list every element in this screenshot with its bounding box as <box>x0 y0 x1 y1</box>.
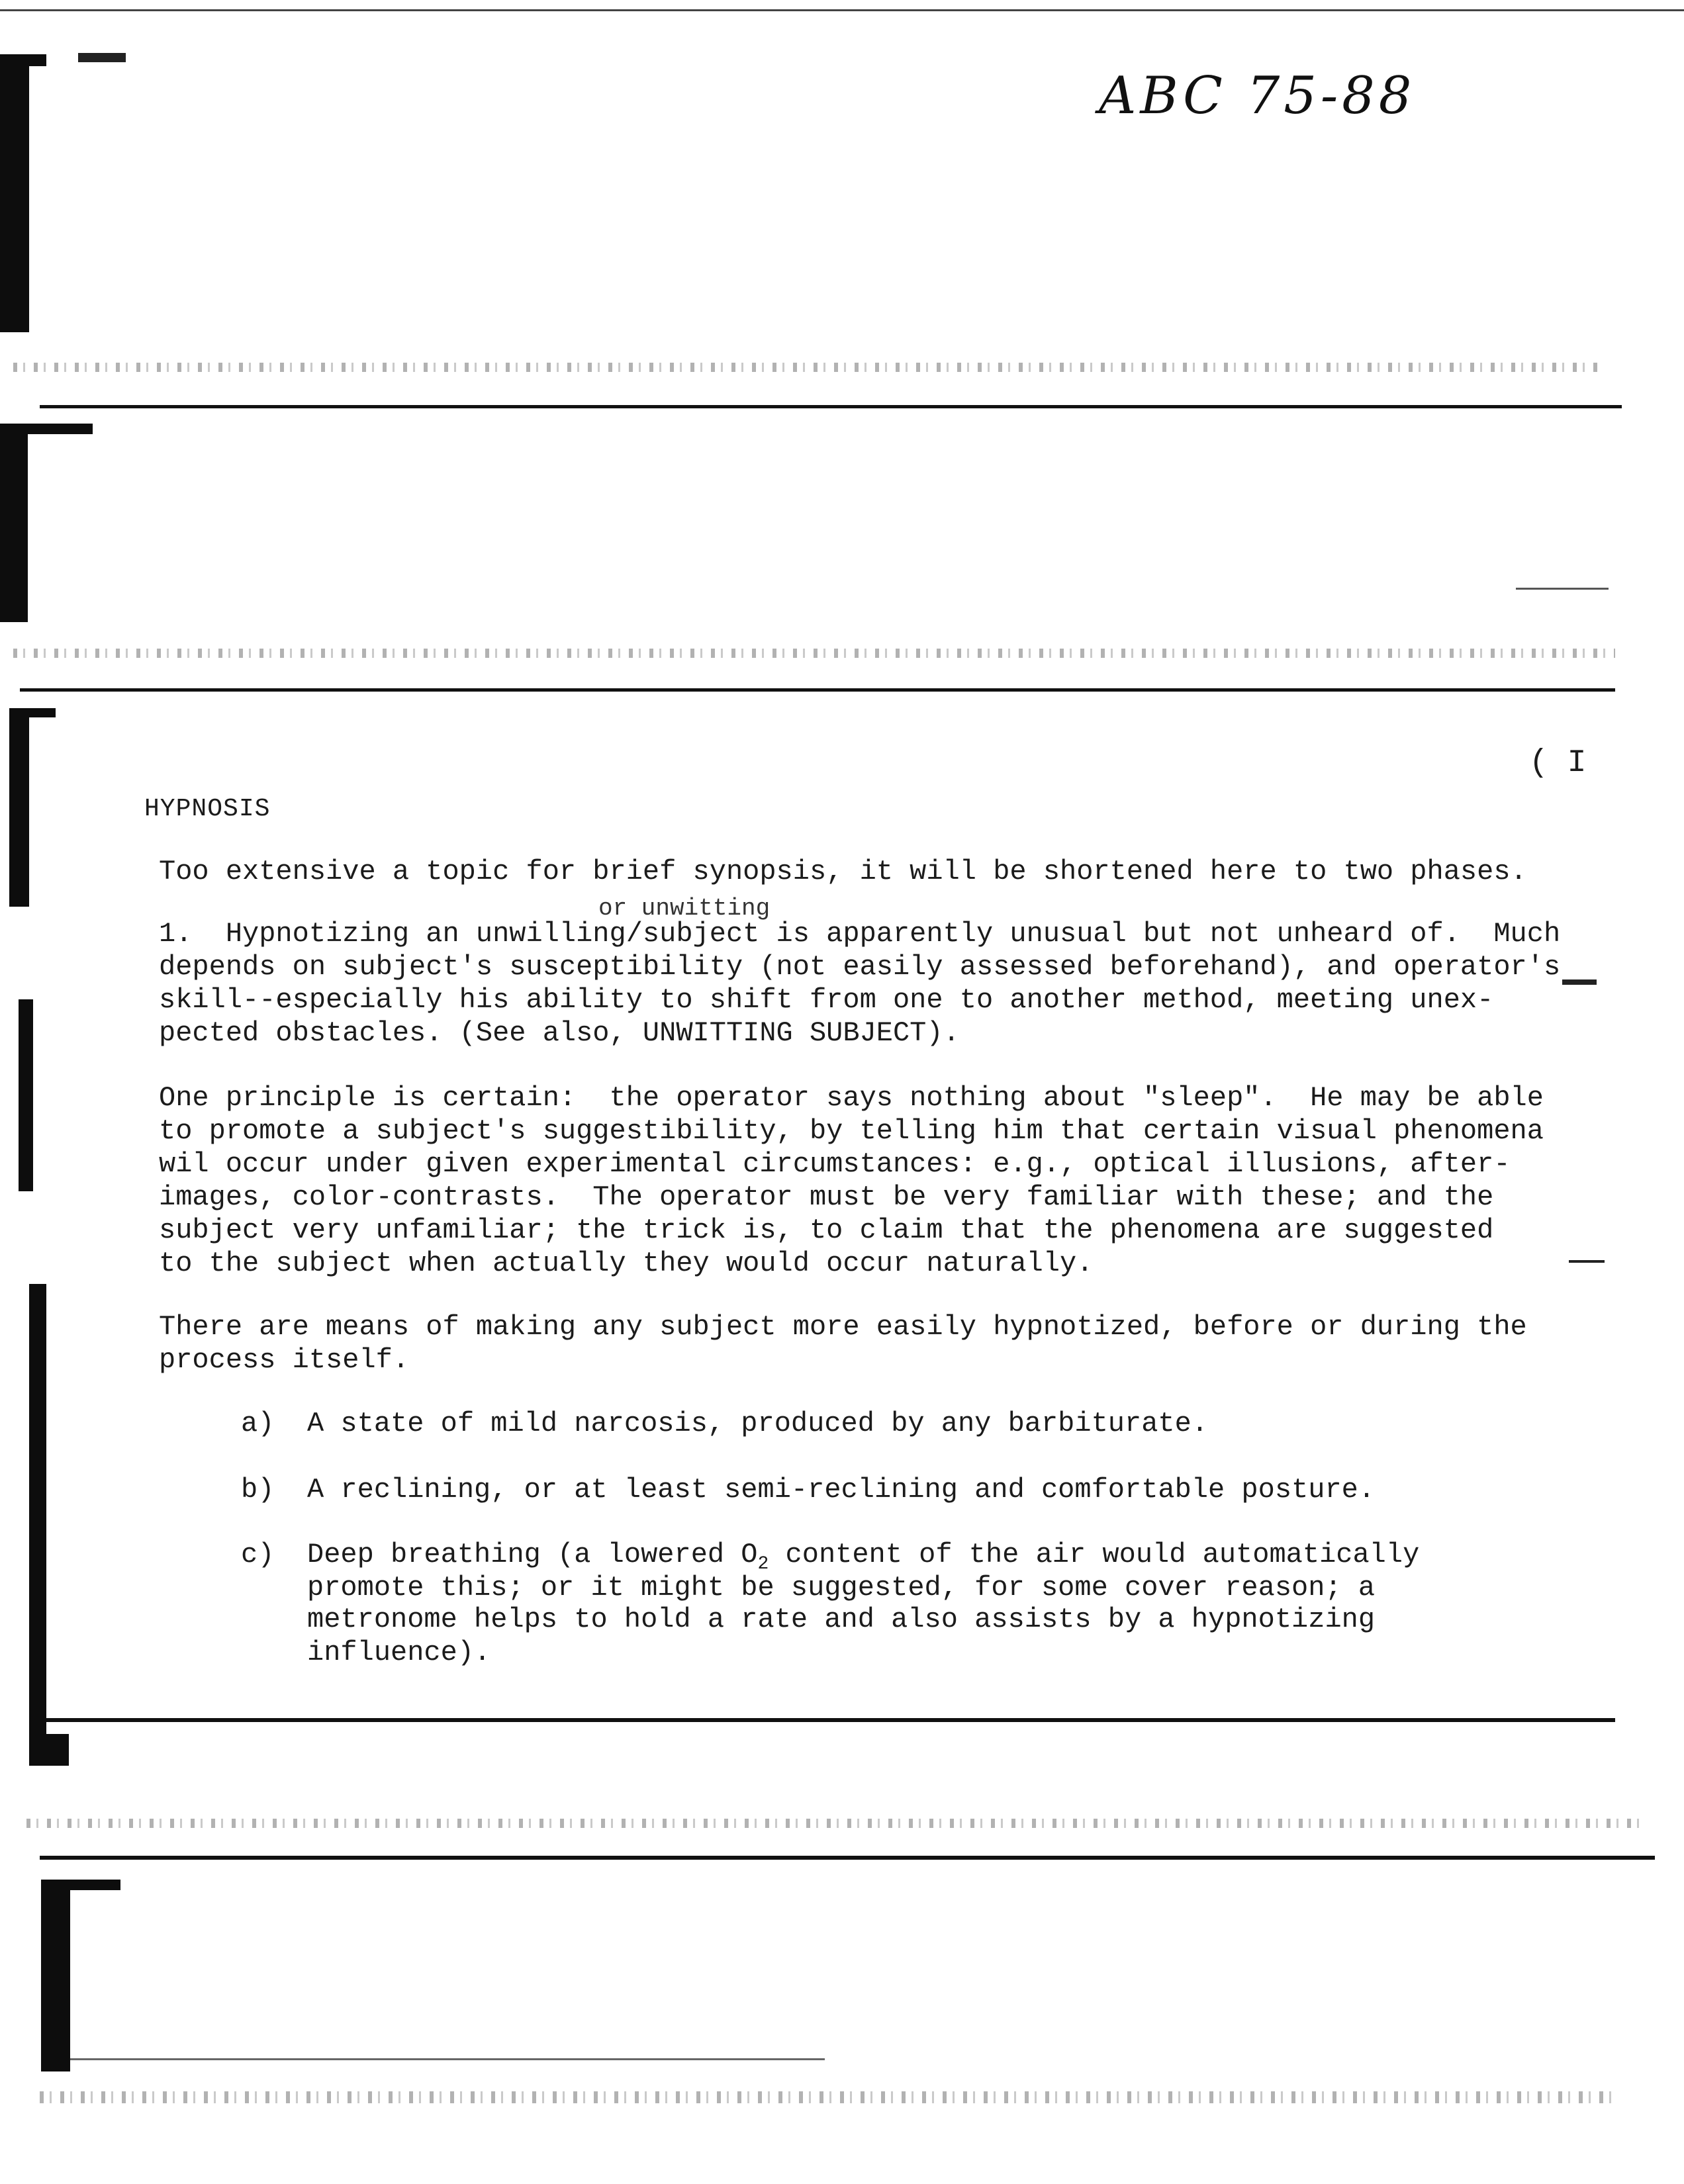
divider-line-4 <box>40 1856 1655 1860</box>
bracket-left-3 <box>9 708 29 907</box>
scan-noise-3 <box>26 1819 1642 1828</box>
bracket-left-6 <box>41 1880 70 2071</box>
margin-mark-1 <box>1562 979 1597 985</box>
divider-line-2 <box>20 688 1615 692</box>
means-line: process itself. <box>159 1344 410 1376</box>
bracket-left-4 <box>19 999 33 1191</box>
scan-noise-2 <box>13 649 1615 658</box>
mark-dash-1 <box>78 53 126 62</box>
margin-mark-2 <box>1569 1260 1605 1263</box>
bracket-tab-2 <box>0 424 93 434</box>
divider-line-1 <box>40 405 1622 408</box>
scan-noise-4 <box>40 2091 1615 2103</box>
oxygen-subscript: 2 <box>757 1554 769 1574</box>
bracket-tab-1 <box>0 54 46 66</box>
bracket-tab-6 <box>41 1880 120 1890</box>
margin-line-1 <box>1516 588 1609 590</box>
breathing-text-cont: content of the air would automatically <box>769 1539 1420 1570</box>
principle-line: to promote a subject's suggestibility, by telling him that certain visual phenomena <box>159 1115 1544 1147</box>
list-marker: b) <box>241 1474 275 1506</box>
breathing-text: Deep breathing (a lowered O <box>307 1539 758 1570</box>
point-1-line: skill--especially his ability to shift from one to another method, meeting unex- <box>159 984 1494 1016</box>
principle-line: images, color-contrasts. The operator must be very familiar with these; and the <box>159 1181 1494 1213</box>
bracket-foot-5 <box>29 1734 69 1766</box>
principle-line: One principle is certain: the operator says nothing about "sleep". He may be able <box>159 1082 1544 1114</box>
list-item-text: influence). <box>307 1637 491 1668</box>
list-item-text: A state of mild narcosis, produced by any barbiturate. <box>307 1408 1209 1439</box>
principle-line: subject very unfamiliar; the trick is, to claim that the phenomena are suggested <box>159 1214 1494 1246</box>
scan-noise-1 <box>13 363 1602 372</box>
bracket-tab-3 <box>9 708 56 717</box>
point-1-line: depends on subject's susceptibility (not easily assessed beforehand), and operator's <box>159 951 1561 983</box>
list-marker: a) <box>241 1408 275 1439</box>
list-item-text <box>307 1538 1420 1574</box>
bracket-left-5 <box>29 1284 46 1760</box>
divider-line-top <box>0 9 1684 11</box>
list-marker: c) <box>241 1539 275 1570</box>
intro-paragraph: Too extensive a topic for brief synopsis, it will be shortened here to two phases. <box>159 856 1527 887</box>
point-1-line: pected obstacles. (See also, UNWITTING SUBJECT). <box>159 1017 960 1049</box>
divider-line-5 <box>70 2058 825 2060</box>
bracket-left-1 <box>0 54 29 332</box>
page-title: HYPNOSIS <box>144 795 271 823</box>
divider-line-3 <box>46 1718 1615 1722</box>
list-item-text: A reclining, or at least semi-reclining and comfortable posture. <box>307 1474 1376 1506</box>
list-item-text: promote this; or it might be suggested, for some cover reason; a <box>307 1572 1376 1604</box>
principle-line: to the subject when actually they would occur naturally. <box>159 1248 1094 1279</box>
point-1-line: 1. Hypnotizing an unwilling/subject is apparently unusual but not unheard of. Much <box>159 918 1561 950</box>
page-marker: ( I <box>1529 745 1587 781</box>
principle-line: wil occur under given experimental circumstances: e.g., optical illusions, after- <box>159 1148 1511 1180</box>
list-item-text: metronome helps to hold a rate and also assists by a hypnotizing <box>307 1604 1376 1635</box>
means-line: There are means of making any subject more easily hypnotized, before or during the <box>159 1311 1527 1343</box>
bracket-left-2 <box>0 424 28 622</box>
handwritten-note: ABC 75-88 <box>1099 66 1416 126</box>
handwritten-insert: or unwitting <box>598 895 771 922</box>
